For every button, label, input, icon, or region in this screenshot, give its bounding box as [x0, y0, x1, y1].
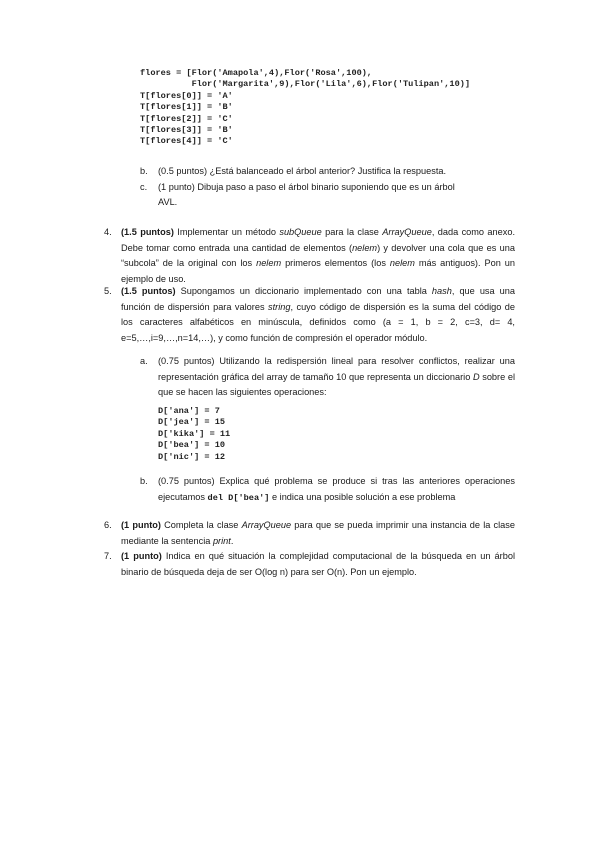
q5-text-part: , cuyo código de dispersión es la suma del código de los caracteres alfabéticos en minúscula, definidos como (a = 1, b = 2, c=3, d= 4, e=5,…,i=9,…,n=14,…), y como función de compresión el operador módulo. — [121, 301, 515, 343]
q5-term: hash — [431, 286, 452, 296]
code-line: T[flores[1]] = 'B' — [140, 102, 233, 113]
q3b-text: (0.5 puntos) ¿Está balanceado el árbol anterior? Justifica la respuesta. — [158, 166, 447, 176]
q3c-line1: (1 punto) Dibuja paso a paso el árbol binario suponiendo que es un árbol — [158, 182, 455, 192]
q6-text-part: Completa la clase — [160, 520, 242, 530]
code-line: T[flores[3]] = 'B' — [140, 125, 233, 136]
code-line: T[flores[0]] = 'A' — [140, 90, 233, 101]
q5b-text-part: e indica una posible solución a ese problema — [269, 491, 456, 502]
q6-number: 6. — [104, 520, 112, 530]
code-line: D['ana'] = 7 — [158, 406, 220, 416]
q5-text-part: , que usa una función de dispersión para valores — [121, 286, 515, 312]
q4-text-part: Implementar un método — [173, 227, 280, 237]
q4-text-part: primeros elementos (los — [281, 258, 390, 269]
code-line: D['bea'] = 10 — [158, 440, 226, 451]
code-line: Flor('Margarita',9),Flor('Lila',6),Flor('Tulipan',10)] — [140, 79, 471, 90]
q4-param: nelem — [256, 258, 282, 269]
q5b-text-part: (0.75 puntos) Explica qué problema se produce si tras las anteriores operaciones ejecutamos — [158, 476, 515, 502]
code-line: T[flores[4]] = 'C' — [140, 136, 233, 147]
q4-param: nelem — [352, 242, 378, 253]
q7-text-part: Indica en qué situación la complejidad computacional de la búsqueda en un árbol binario de búsqueda deja de ser O(log n) para ser O(n). Pon un ejemplo. — [121, 551, 515, 577]
q4-text-part: para la clase — [321, 227, 383, 237]
q4-class-name: ArrayQueue — [382, 227, 432, 237]
q3c-line2: AVL. — [158, 197, 178, 207]
q5a-label: a. — [140, 356, 148, 366]
q6-points: (1 punto) — [121, 520, 161, 530]
q5b-inline-code: del D['bea'] — [207, 492, 270, 503]
q5b-label: b. — [140, 476, 148, 486]
q5a-text-part: (0.75 puntos) Utilizando la redispersión lineal para resolver conflictos, realizar una representación gráfica del array de tamaño 10 que representa un diccionario — [158, 356, 515, 382]
q7-number: 7. — [104, 551, 112, 561]
q5-text — [121, 284, 515, 346]
q5-number: 5. — [104, 286, 112, 296]
q3c-label: c. — [140, 182, 148, 192]
code-line: D['jea'] = 15 — [158, 417, 226, 428]
q4-text-part: ) y devolver una cola que es una “subcola” de la original con los — [121, 242, 515, 269]
code-block-flores — [140, 68, 580, 148]
q4-text — [121, 225, 515, 287]
q3b-label: b. — [140, 166, 148, 176]
code-block-dict — [158, 406, 230, 463]
q4-param: nelem — [389, 258, 415, 269]
q5a-text — [158, 354, 515, 401]
code-line: T[flores[2]] = 'C' — [140, 113, 233, 124]
q5a-text-part: sobre el que se hacen las siguientes operaciones: — [158, 371, 515, 398]
q4-text-part: más antiguos). Pon un ejemplo de uso. — [121, 258, 516, 284]
q7-points: (1 punto) — [121, 551, 162, 561]
q6-text-part: para que se pueda imprimir una instancia de la clase mediante la sentencia — [121, 520, 515, 546]
q4-points: (1.5 puntos) — [121, 227, 174, 237]
code-line: flores = [Flor('Amapola',4),Flor('Rosa',100), — [140, 68, 373, 78]
q4-method-name: subQueue — [279, 227, 322, 237]
q5a-dict-name: D — [472, 371, 480, 382]
q5-term: string — [268, 301, 291, 312]
code-line: D['kika'] = 11 — [158, 428, 231, 439]
q7-text — [121, 549, 515, 580]
q6-class-name: ArrayQueue — [241, 520, 292, 530]
q6-text-part: . — [230, 535, 234, 546]
q4-number: 4. — [104, 227, 112, 237]
q5-points: (1.5 puntos) — [121, 286, 176, 296]
q4-text-part: , dada como anexo. Debe tomar como entrada una cantidad de elementos ( — [121, 227, 515, 253]
q5b-text — [158, 474, 515, 506]
q5-text-part: Supongamos un diccionario implementado con una tabla — [175, 286, 432, 296]
q6-text — [121, 518, 515, 549]
q6-statement: print — [212, 535, 231, 546]
code-line: D['nic'] = 12 — [158, 451, 226, 462]
